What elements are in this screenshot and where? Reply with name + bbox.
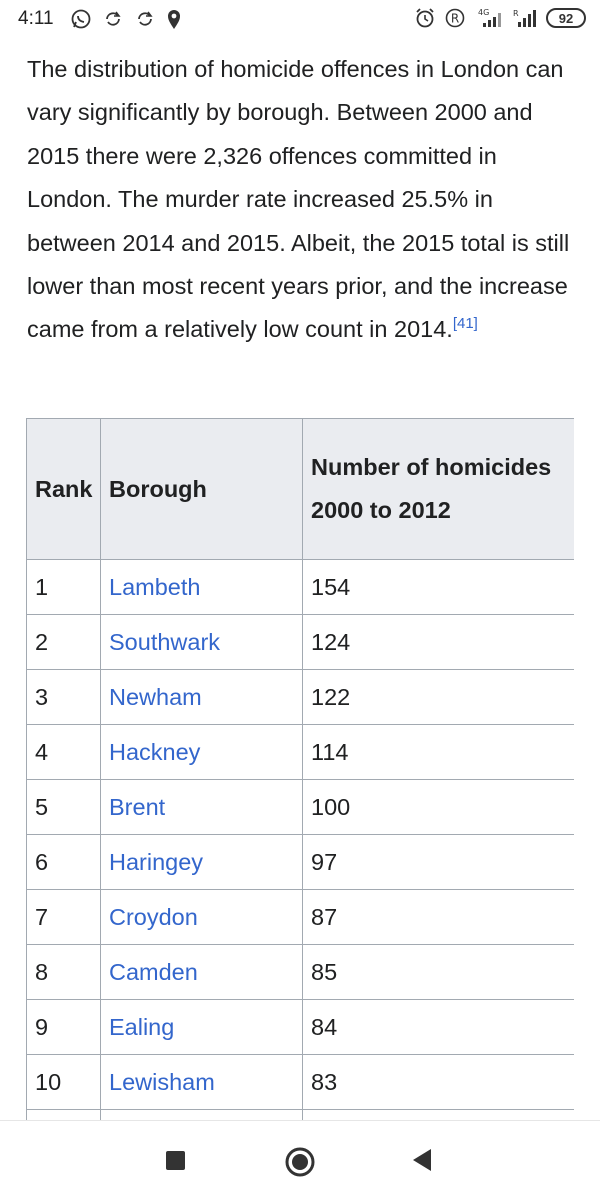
- rank-cell: 10: [27, 1055, 101, 1110]
- table-row: [27, 835, 575, 890]
- svg-text:R: R: [513, 9, 519, 18]
- borough-link[interactable]: Brent: [101, 780, 303, 835]
- borough-link[interactable]: Hackney: [101, 725, 303, 780]
- borough-link[interactable]: Newham: [101, 670, 303, 725]
- table-row: [27, 890, 575, 945]
- table-row: [27, 1110, 575, 1121]
- homicide-count-cell: 154: [303, 560, 575, 615]
- homicide-count-cell: 83: [303, 1055, 575, 1110]
- status-bar: [0, 0, 600, 40]
- table-header-row: [27, 419, 575, 560]
- status-time: 4:11: [18, 8, 54, 29]
- rank-cell: 1: [27, 560, 101, 615]
- rank-cell: 5: [27, 780, 101, 835]
- signal-icon: [512, 7, 538, 29]
- borough-link[interactable]: Croydon: [101, 890, 303, 945]
- table-row: [27, 725, 575, 780]
- signal-4g-icon: [474, 7, 504, 29]
- homicide-table-container: [26, 418, 574, 1120]
- rank-cell: [27, 1110, 101, 1121]
- status-right: [414, 7, 586, 29]
- rank-cell: 9: [27, 1000, 101, 1055]
- whatsapp-icon: [70, 8, 92, 30]
- battery-icon: 92: [546, 8, 586, 28]
- homicide-table: [26, 418, 574, 1120]
- borough-link[interactable]: Lambeth: [101, 560, 303, 615]
- homicide-count-cell: 100: [303, 780, 575, 835]
- alarm-icon: [414, 7, 436, 29]
- article-paragraph: [27, 48, 572, 352]
- registered-icon: [444, 7, 466, 29]
- table-row: [27, 615, 575, 670]
- header-rank[interactable]: Rank: [27, 419, 101, 560]
- header-homicides[interactable]: Number of homicides 2000 to 2012: [303, 419, 575, 560]
- rank-cell: 3: [27, 670, 101, 725]
- borough-link[interactable]: [101, 1110, 303, 1121]
- homicide-count-cell: 114: [303, 725, 575, 780]
- borough-link[interactable]: Haringey: [101, 835, 303, 890]
- borough-link[interactable]: Lewisham: [101, 1055, 303, 1110]
- rank-cell: 6: [27, 835, 101, 890]
- paragraph-text: The distribution of homicide offences in London can vary significantly by borough. Between 2000 and 2015 there were 2,326 offences committed in London. The murder rate increased 25.5% in between 2014 and 2015. Albeit, the 2015 total is still lower than most recent years prior, and the increase came from a relatively low count in 2014.: [27, 56, 570, 343]
- table-row: [27, 1000, 575, 1055]
- rank-cell: 4: [27, 725, 101, 780]
- article-body: [27, 48, 572, 352]
- rank-cell: 7: [27, 890, 101, 945]
- homicide-count-cell: 84: [303, 1000, 575, 1055]
- homicide-count-cell: 85: [303, 945, 575, 1000]
- sync-icon: [102, 8, 124, 30]
- location-pin-icon: [166, 8, 182, 30]
- navigation-bar: [0, 1120, 600, 1201]
- borough-link[interactable]: Ealing: [101, 1000, 303, 1055]
- borough-link[interactable]: Camden: [101, 945, 303, 1000]
- reference-link[interactable]: [41]: [452, 315, 478, 333]
- table-row: [27, 945, 575, 1000]
- svg-text:R: R: [450, 11, 460, 26]
- homicide-count-cell: 122: [303, 670, 575, 725]
- homicide-count-cell: 97: [303, 835, 575, 890]
- header-borough[interactable]: Borough: [101, 419, 303, 560]
- homicide-count-cell: [303, 1110, 575, 1121]
- table-row: [27, 780, 575, 835]
- status-left: [18, 8, 182, 30]
- borough-link[interactable]: Southwark: [101, 615, 303, 670]
- back-triangle-icon[interactable]: [411, 1147, 433, 1178]
- sync-icon: [134, 8, 156, 30]
- table-row: [27, 1055, 575, 1110]
- svg-text:4G: 4G: [478, 8, 490, 17]
- home-circle-icon[interactable]: [284, 1146, 316, 1183]
- recents-square-icon[interactable]: [166, 1151, 185, 1170]
- table-row: [27, 560, 575, 615]
- homicide-count-cell: 124: [303, 615, 575, 670]
- rank-cell: 8: [27, 945, 101, 1000]
- table-row: [27, 670, 575, 725]
- homicide-count-cell: 87: [303, 890, 575, 945]
- rank-cell: 2: [27, 615, 101, 670]
